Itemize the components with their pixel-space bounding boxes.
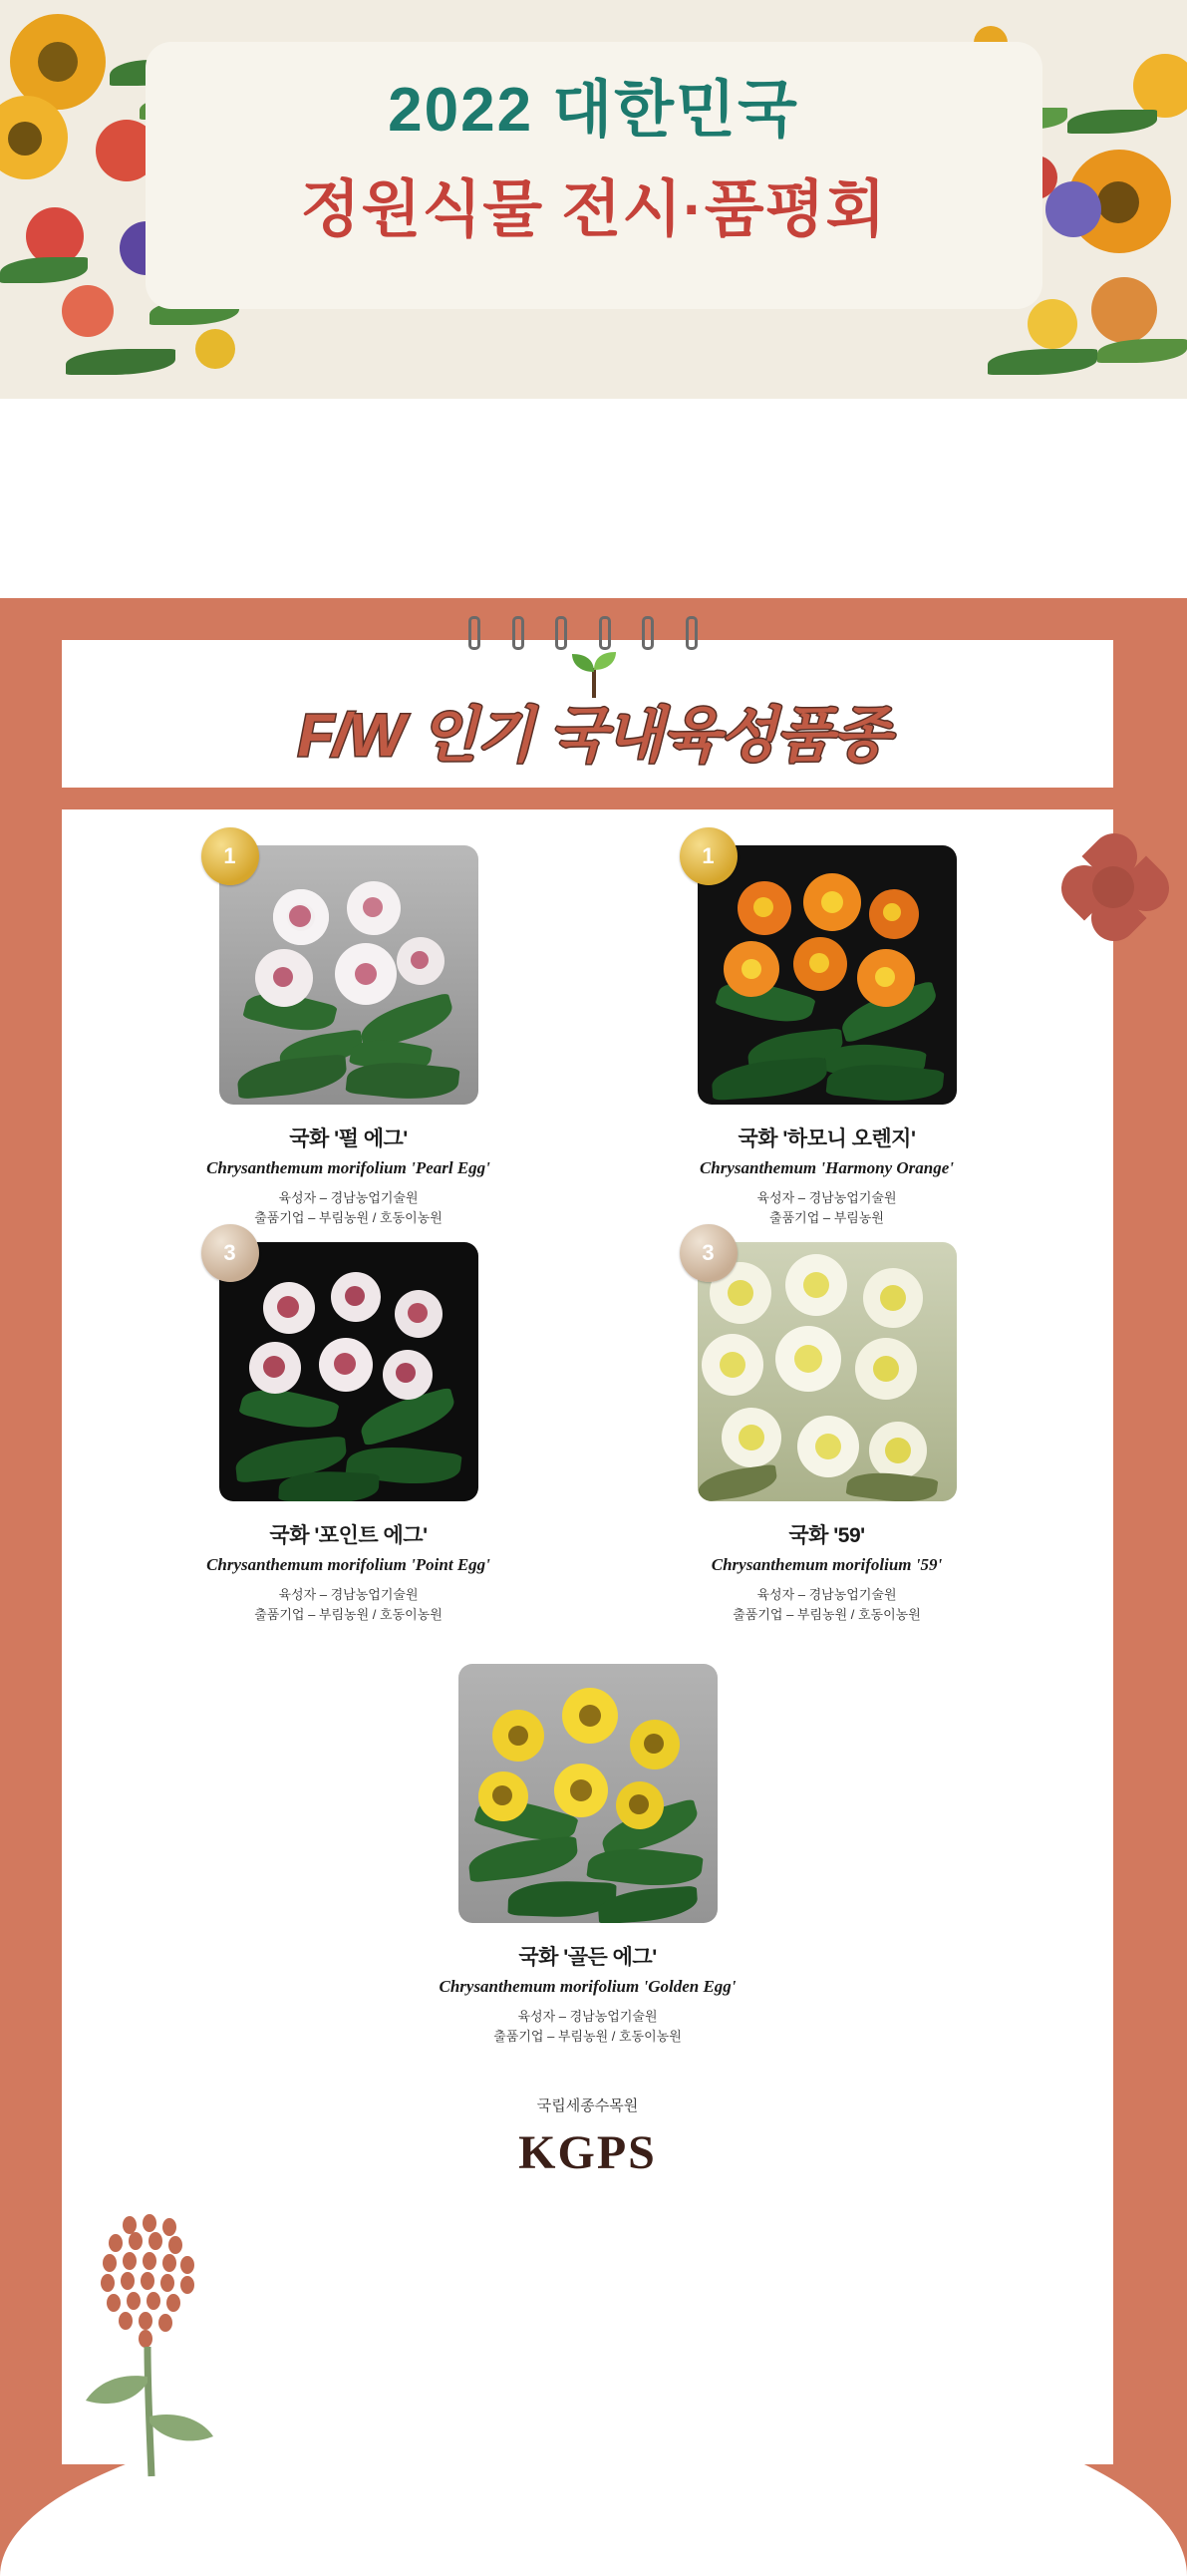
variety-meta — [663, 1188, 992, 1228]
variety-grid — [62, 809, 1113, 2180]
ring-1 — [468, 616, 480, 650]
variety-name-ko: 국화 '포인트 에그' — [269, 1524, 428, 1548]
banner-title-line1: 2022 대한민국 — [388, 76, 799, 145]
variety-breeder: 육성자 – 경남농업기술원 — [517, 2008, 658, 2024]
variety-card[interactable] — [663, 1242, 992, 1625]
variety-meta — [663, 1585, 992, 1625]
variety-meta — [184, 1188, 513, 1228]
rank-medal: 1 — [680, 827, 738, 885]
variety-photo — [219, 845, 478, 1105]
variety-breeder: 육성자 – 경남농업기술원 — [278, 1587, 419, 1603]
kgps-logo: KGPS — [518, 2125, 657, 2179]
variety-name-scientific: Chrysanthemum morifolium 'Point Egg' — [206, 1555, 490, 1575]
variety-card[interactable] — [184, 845, 513, 1228]
variety-row-1 — [62, 845, 1113, 1242]
photo-wrapper — [698, 845, 957, 1105]
photo-wrapper — [698, 1242, 957, 1501]
photo-wrapper — [458, 1664, 718, 1923]
variety-card[interactable] — [424, 1664, 752, 2047]
variety-company: 출품기업 – 부림농원 / 호동이농원 — [733, 1607, 921, 1623]
variety-company: 출품기업 – 부림농원 — [769, 1210, 884, 1226]
variety-photo — [698, 845, 957, 1105]
rank-medal: 3 — [680, 1224, 738, 1282]
variety-company: 출품기업 – 부림농원 / 호동이농원 — [254, 1607, 443, 1623]
variety-name-ko: 국화 '펄 에그' — [289, 1127, 408, 1150]
variety-photo — [458, 1664, 718, 1923]
variety-meta — [424, 2007, 752, 2047]
variety-breeder: 육성자 – 경남농업기술원 — [756, 1190, 897, 1205]
variety-row-2 — [62, 1242, 1113, 1639]
rank-medal: 1 — [201, 827, 259, 885]
variety-breeder: 육성자 – 경남농업기술원 — [756, 1587, 897, 1603]
section-title: F/W 인기 국내육성품종 — [297, 702, 890, 769]
variety-card[interactable] — [663, 845, 992, 1228]
ring-2 — [512, 616, 524, 650]
variety-company: 출품기업 – 부림농원 / 호동이농원 — [254, 1210, 443, 1226]
white-spacer — [0, 399, 1187, 598]
variety-photo — [698, 1242, 957, 1501]
photo-wrapper — [219, 1242, 478, 1501]
banner-title-line2: 정원식물 전시·품평회 — [300, 175, 887, 244]
variety-card[interactable] — [184, 1242, 513, 1625]
rank-medal: 3 — [201, 1224, 259, 1282]
ring-6 — [686, 616, 698, 650]
main-section — [0, 598, 1187, 2576]
ring-3 — [555, 616, 567, 650]
photo-wrapper — [219, 845, 478, 1105]
footer-organization: 국립세종수목원 — [536, 2096, 639, 2114]
variety-breeder: 육성자 – 경남농업기술원 — [278, 1190, 419, 1205]
variety-name-scientific: Chrysanthemum 'Harmony Orange' — [699, 1158, 955, 1177]
variety-name-scientific: Chrysanthemum morifolium '59' — [711, 1555, 943, 1575]
ring-5 — [642, 616, 654, 650]
variety-row-3 — [62, 1664, 1113, 2061]
variety-photo — [219, 1242, 478, 1501]
decorative-chrysanthemum-illustration — [70, 2197, 239, 2486]
top-banner — [0, 0, 1187, 399]
variety-name-scientific: Chrysanthemum morifolium 'Golden Egg' — [439, 1976, 737, 1996]
ring-4 — [599, 616, 611, 650]
variety-name-ko: 국화 '골든 에그' — [518, 1945, 657, 1969]
variety-name-ko: 국화 '59' — [788, 1524, 865, 1548]
variety-name-ko: 국화 '하모니 오렌지' — [738, 1127, 916, 1150]
variety-meta — [184, 1585, 513, 1625]
variety-name-scientific: Chrysanthemum morifolium 'Pearl Egg' — [206, 1158, 490, 1177]
variety-company: 출품기업 – 부림농원 / 호동이농원 — [493, 2028, 682, 2044]
